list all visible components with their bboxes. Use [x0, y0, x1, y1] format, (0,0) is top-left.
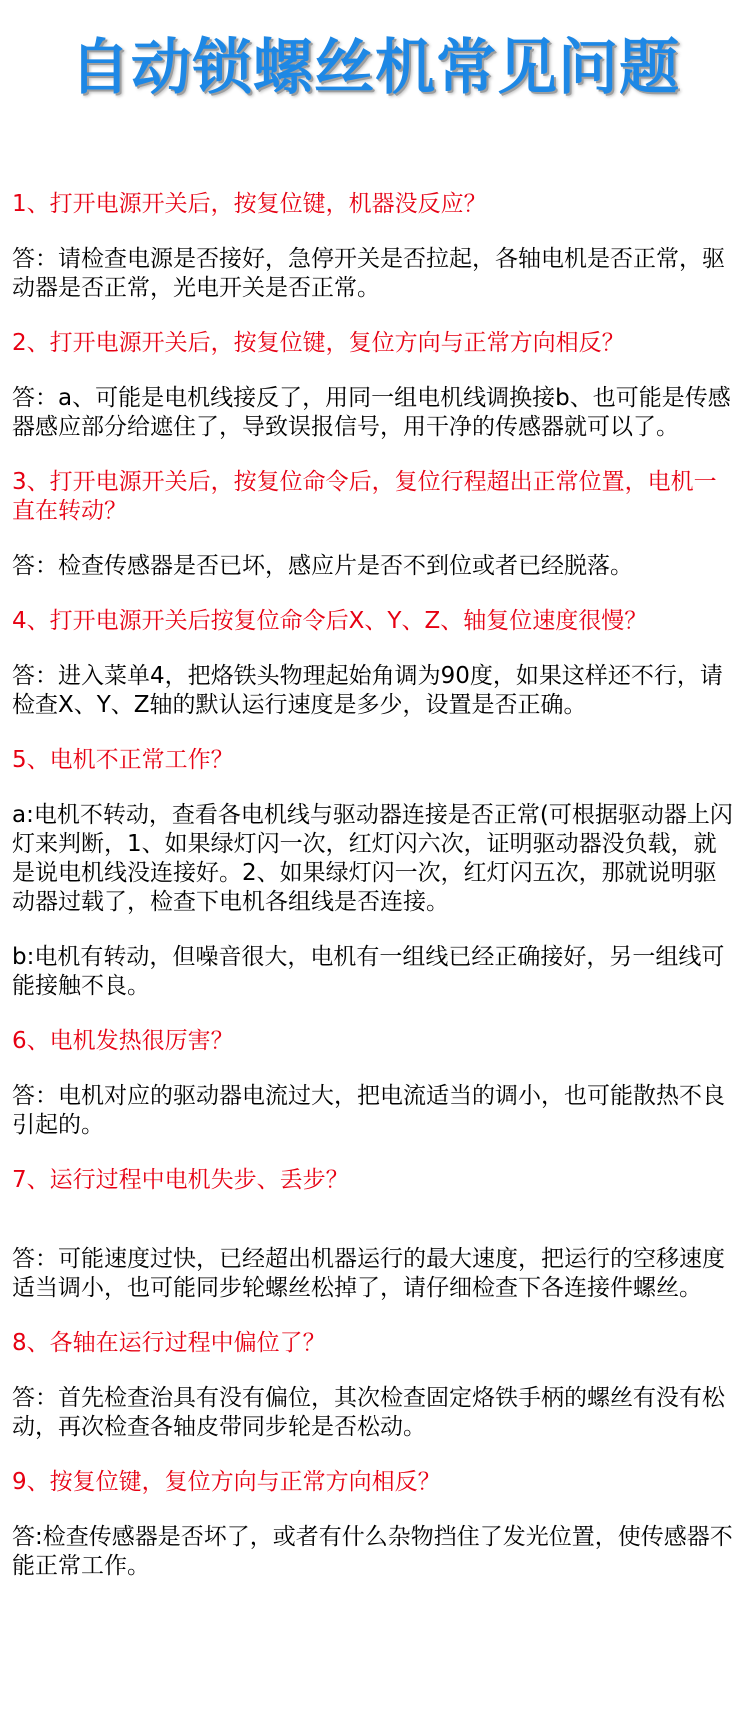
faq-item-1: [12, 190, 738, 303]
answer-9: 答:检查传感器是否坏了，或者有什么杂物挡住了发光位置，使传感器不能正常工作。: [12, 1524, 733, 1579]
answer-1: 答：请检查电源是否接好，急停开关是否拉起，各轴电机是否正常，驱动器是否正常，光电开关是否正常。: [12, 246, 725, 301]
answer-7: 答：可能速度过快，已经超出机器运行的最大速度，把运行的空移速度适当调小，也可能同步轮螺丝松掉了，请仔细检查下各连接件螺丝。: [12, 1246, 725, 1301]
faq-item-3: [12, 468, 738, 581]
question-2: 2、打开电源开关后，按复位键，复位方向与正常方向相反？: [12, 330, 625, 356]
question-7: 7、运行过程中电机失步、丢步？: [12, 1167, 349, 1193]
question-1: 1、打开电源开关后，按复位键，机器没反应？: [12, 191, 487, 217]
faq-item-8: [12, 1329, 738, 1442]
question-3: 3、打开电源开关后，按复位命令后，复位行程超出正常位置，电机一直在转动？: [12, 469, 717, 524]
answer-4: 答：进入菜单4，把烙铁头物理起始角调为90度，如果这样还不行，请检查X、Y、Z轴的默认运行速度是多少，设置是否正确。: [12, 663, 723, 718]
question-6: 6、电机发热很厉害？: [12, 1028, 234, 1054]
answer-6: 答：电机对应的驱动器电流过大，把电流适当的调小，也可能散热不良引起的。: [12, 1083, 725, 1138]
question-4: 4、打开电源开关后按复位命令后X、Y、Z、轴复位速度很慢？: [12, 608, 648, 634]
faq-list: [12, 190, 738, 1599]
answer-8: 答：首先检查治具有没有偏位，其次检查固定烙铁手柄的螺丝有没有松动，再次检查各轴皮带同步轮是否松动。: [12, 1385, 725, 1440]
answer-2: 答：a、可能是电机线接反了，用同一组电机线调换接b、也可能是传感器感应部分给遮住了，导致误报信号，用干净的传感器就可以了。: [12, 385, 731, 440]
answer-3: 答：检查传感器是否已坏，感应片是否不到位或者已经脱落。: [12, 553, 633, 579]
faq-item-7: [12, 1166, 738, 1303]
faq-item-5: [12, 746, 738, 1001]
question-8: 8、各轴在运行过程中偏位了？: [12, 1330, 326, 1356]
faq-item-9: [12, 1468, 738, 1581]
question-9: 9、按复位键，复位方向与正常方向相反？: [12, 1469, 441, 1495]
faq-item-6: [12, 1027, 738, 1140]
answer-5b: b:电机有转动，但噪音很大，电机有一组线已经正确接好，另一组线可能接触不良。: [12, 944, 725, 999]
faq-item-2: [12, 329, 738, 442]
question-5: 5、电机不正常工作？: [12, 747, 234, 773]
faq-item-4: [12, 607, 738, 720]
answer-5a: a:电机不转动，查看各电机线与驱动器连接是否正常(可根据驱动器上闪灯来判断，1、如果绿灯闪一次，红灯闪六次，证明驱动器没负载，就是说电机线没连接好。2、如果绿灯闪一次，红灯闪五次，那就说明驱动器过载了，检查下电机各组线是否连接。: [12, 802, 733, 915]
page-title: 自动锁螺丝机常见问题: [70, 33, 680, 103]
